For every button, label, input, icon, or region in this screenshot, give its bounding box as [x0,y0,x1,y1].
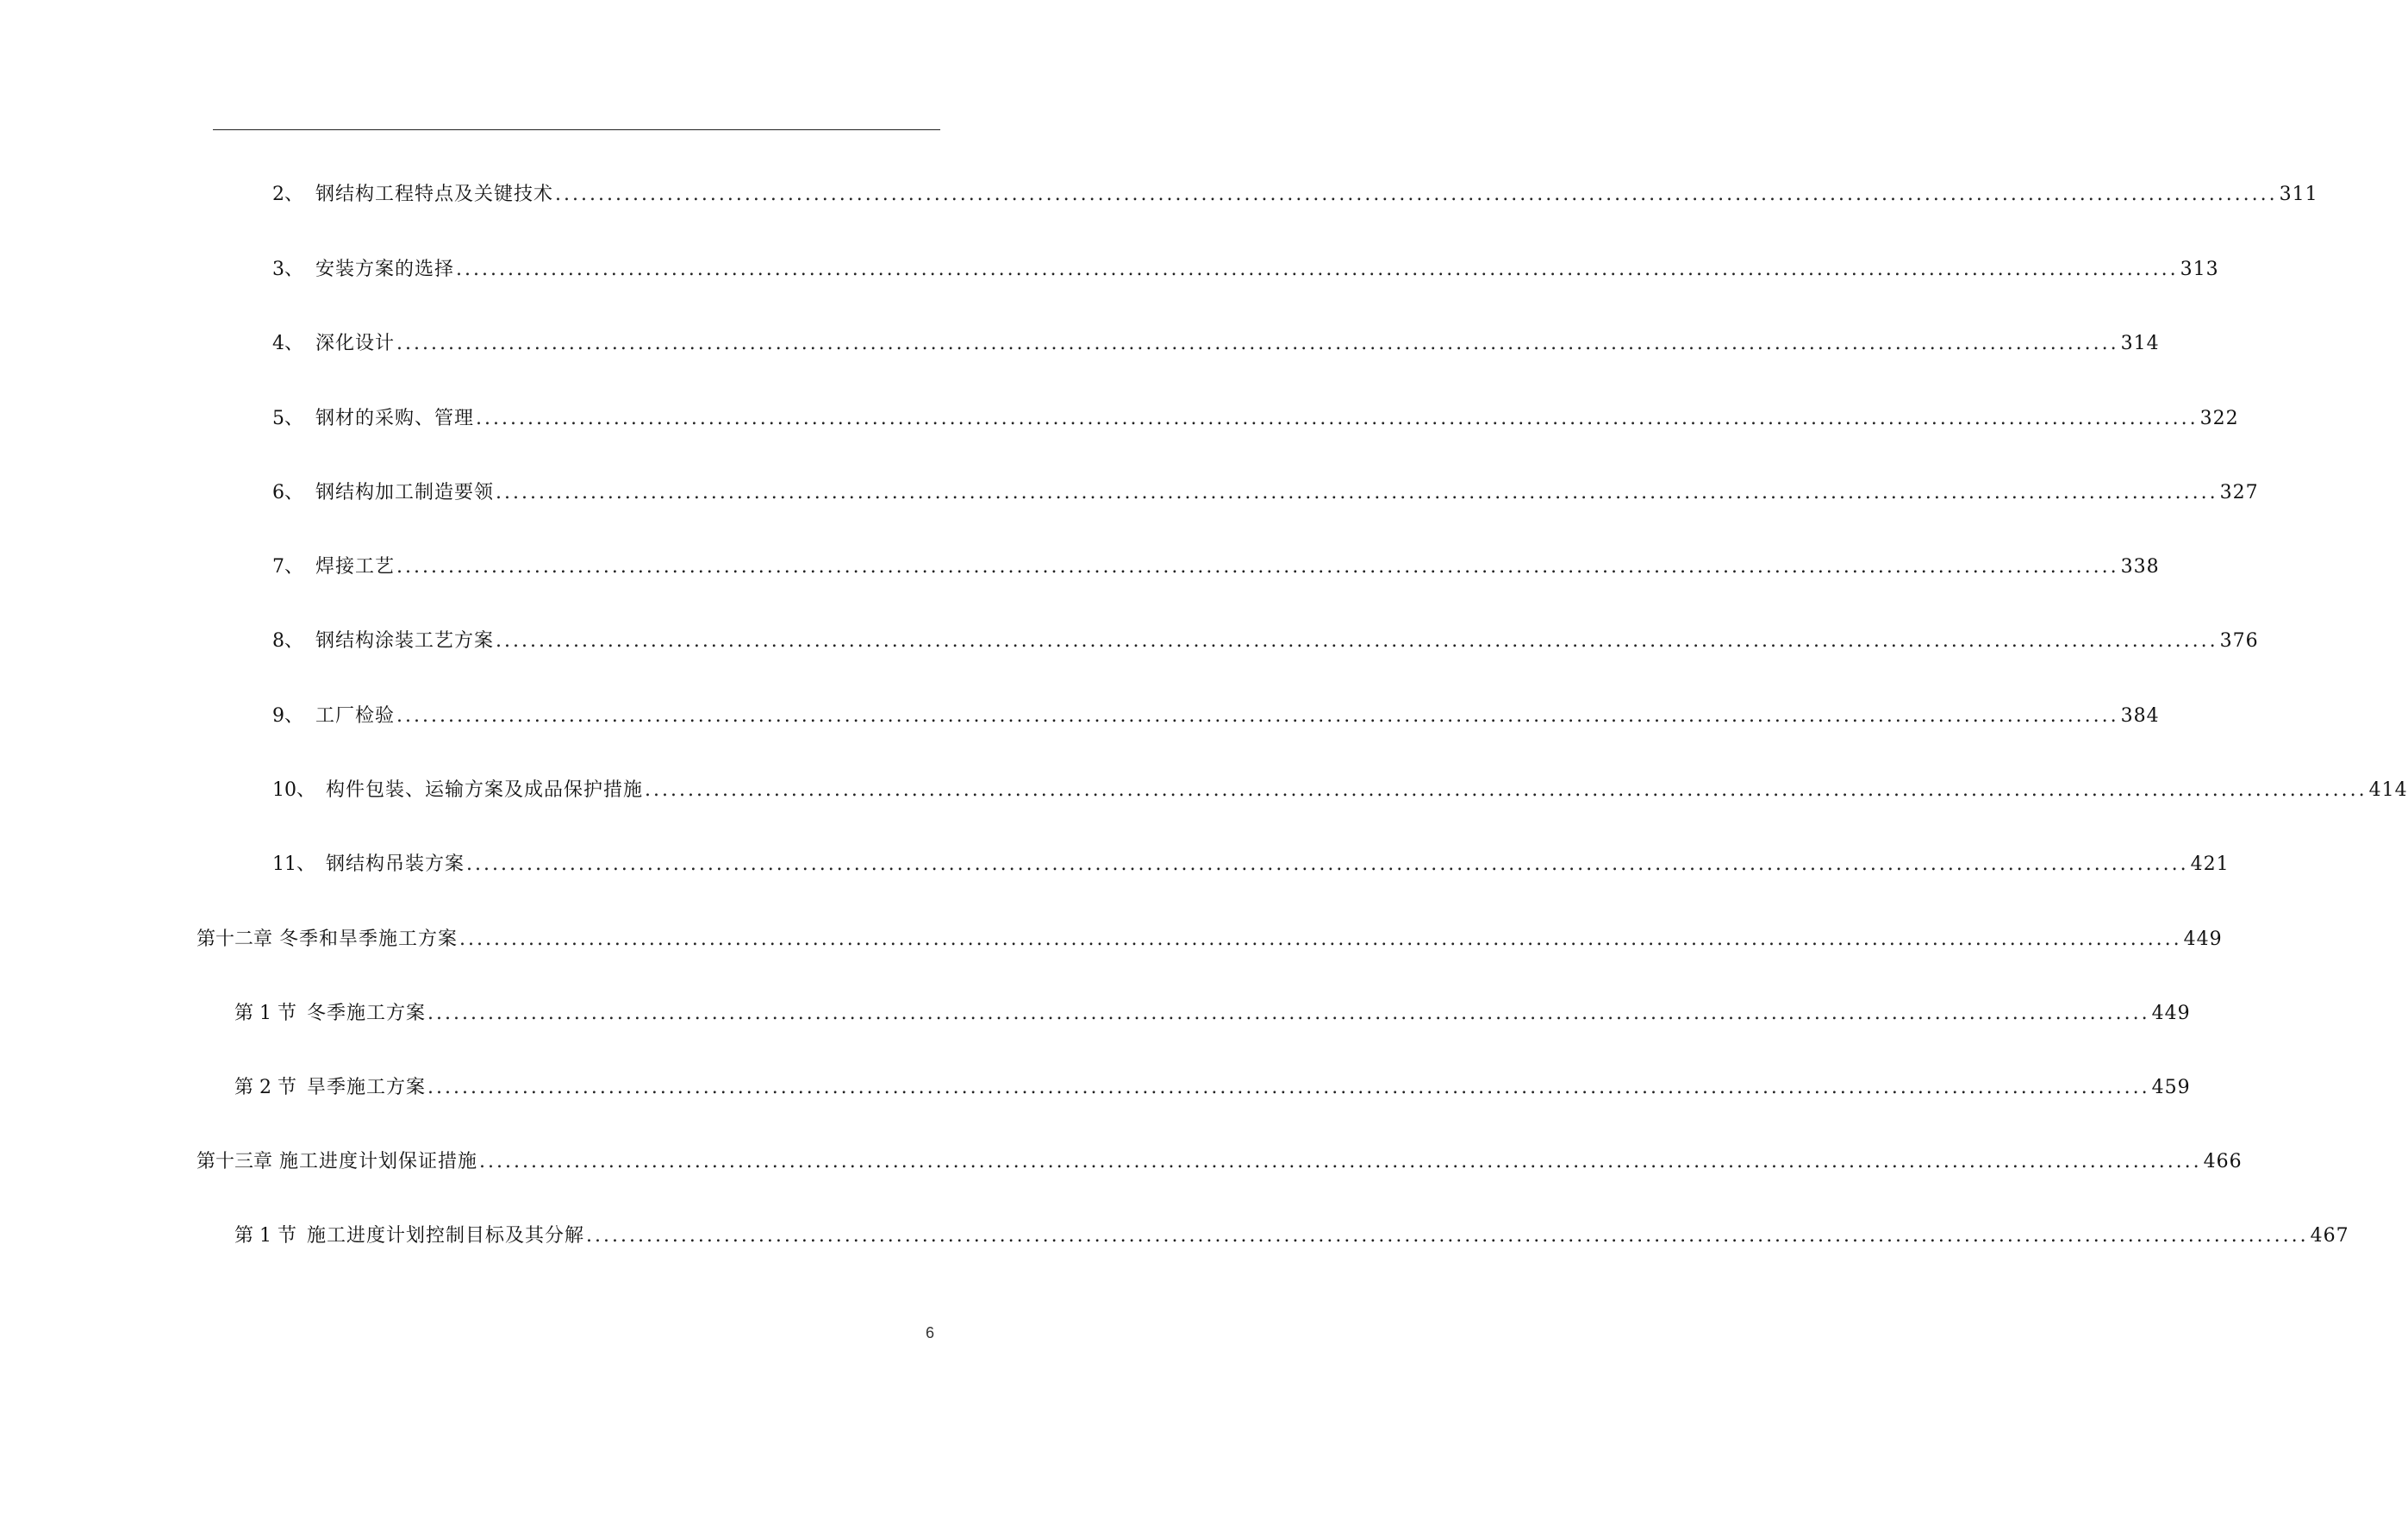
toc-entry-number: 8、 [272,630,303,652]
toc-entry[interactable] [272,624,2259,659]
toc-entry-page: 414 [2368,779,2408,801]
toc-dot-leader: ........................................................................................................................................................................................................ [456,259,2179,280]
toc-dot-leader: ........................................................................................................................................................................................................ [396,333,2119,354]
toc-dot-leader: ........................................................................................................................................................................................................ [396,705,2119,727]
toc-entry-page: 449 [2151,1003,2191,1024]
toc-dot-leader: ........................................................................................................................................................................................................ [466,853,2189,875]
toc-entry-number: 第 1 节 [234,1225,296,1247]
toc-entry[interactable] [272,253,2219,287]
toc-entry-number: 第十三章 [197,1151,273,1172]
toc-entry[interactable] [272,178,2318,212]
toc-entry-title: 工厂检验 [315,705,396,727]
toc-entry-number: 第十二章 [197,928,273,950]
toc-entry-page: 322 [2199,408,2239,429]
toc-entry-number: 2、 [272,184,303,205]
toc-entry-number: 6、 [272,482,303,503]
toc-entry[interactable] [272,327,2160,361]
toc-entry-page: 327 [2219,482,2259,503]
toc-entry-page: 421 [2190,853,2230,875]
toc-entry-number: 4、 [272,333,303,354]
toc-entry-title: 施工进度计划保证措施 [279,1151,478,1172]
toc-entry-title: 深化设计 [315,333,396,354]
toc-entry-chapter[interactable] [197,922,2223,957]
toc-entry-title: 冬季施工方案 [306,1003,426,1024]
toc-entry-title: 旱季施工方案 [306,1077,426,1098]
toc-entry-title: 钢结构涂装工艺方案 [315,630,495,652]
toc-entry-page: 314 [2120,333,2160,354]
toc-entry-page: 311 [2279,184,2318,205]
toc-entry-title: 施工进度计划控制目标及其分解 [306,1225,584,1247]
toc-entry-chapter[interactable] [197,1145,2243,1179]
toc-dot-leader: ........................................................................................................................................................................................................ [479,1151,2202,1172]
toc-entry-page: 376 [2219,630,2259,652]
toc-dot-leader: ........................................................................................................................................................................................................ [476,408,2199,429]
toc-dot-leader: ........................................................................................................................................................................................................ [586,1225,2309,1247]
toc-entry-page: 449 [2183,928,2223,950]
toc-entry-page: 384 [2120,705,2160,727]
toc-entry-number: 10、 [272,779,315,801]
toc-entry-number: 3、 [272,259,303,280]
toc-entry-title: 钢结构吊装方案 [326,853,465,875]
toc-entry-page: 459 [2151,1077,2191,1098]
toc-dot-leader: ........................................................................................................................................................................................................ [396,556,2119,578]
toc-dot-leader: ........................................................................................................................................................................................................ [496,482,2218,503]
toc-entry[interactable] [272,476,2259,510]
toc-dot-leader: ........................................................................................................................................................................................................ [427,1077,2150,1098]
toc-entry-title: 安装方案的选择 [315,259,455,280]
toc-entry-section[interactable] [234,1219,2349,1254]
toc-entry-page: 338 [2120,556,2160,578]
toc-dot-leader: ........................................................................................................................................................................................................ [555,184,2278,205]
toc-entry[interactable] [272,550,2160,585]
toc-entry-number: 11、 [272,853,315,875]
toc-entry-page: 466 [2203,1151,2243,1172]
toc-entry[interactable] [272,402,2239,436]
toc-entry-section[interactable] [234,1071,2191,1105]
toc-entry-title: 钢结构加工制造要领 [315,482,495,503]
toc-entry-page: 313 [2180,259,2219,280]
toc-entry[interactable] [272,847,2230,882]
toc-entry[interactable] [272,773,2408,808]
toc-dot-leader: ........................................................................................................................................................................................................ [645,779,2367,801]
toc-entry-title: 焊接工艺 [315,556,396,578]
toc-entry-section[interactable] [234,997,2191,1031]
toc-entry-number: 第 1 节 [234,1003,296,1024]
toc-dot-leader: ........................................................................................................................................................................................................ [427,1003,2150,1024]
toc-entry-number: 5、 [272,408,303,429]
toc-entry-number: 第 2 节 [234,1077,296,1098]
toc-entry-title: 钢材的采购、管理 [315,408,475,429]
toc-dot-leader: ........................................................................................................................................................................................................ [496,630,2218,652]
toc-entry-number: 7、 [272,556,303,578]
toc-entry-title: 钢结构工程特点及关键技术 [315,184,554,205]
toc-entry[interactable] [272,699,2160,734]
page-number: 6 [926,1324,935,1341]
toc-entry-number: 9、 [272,705,303,727]
toc-dot-leader: ........................................................................................................................................................................................................ [459,928,2182,950]
toc-entry-title: 构件包装、运输方案及成品保护措施 [326,779,644,801]
toc-entry-page: 467 [2310,1225,2349,1247]
toc-entry-title: 冬季和旱季施工方案 [279,928,459,950]
